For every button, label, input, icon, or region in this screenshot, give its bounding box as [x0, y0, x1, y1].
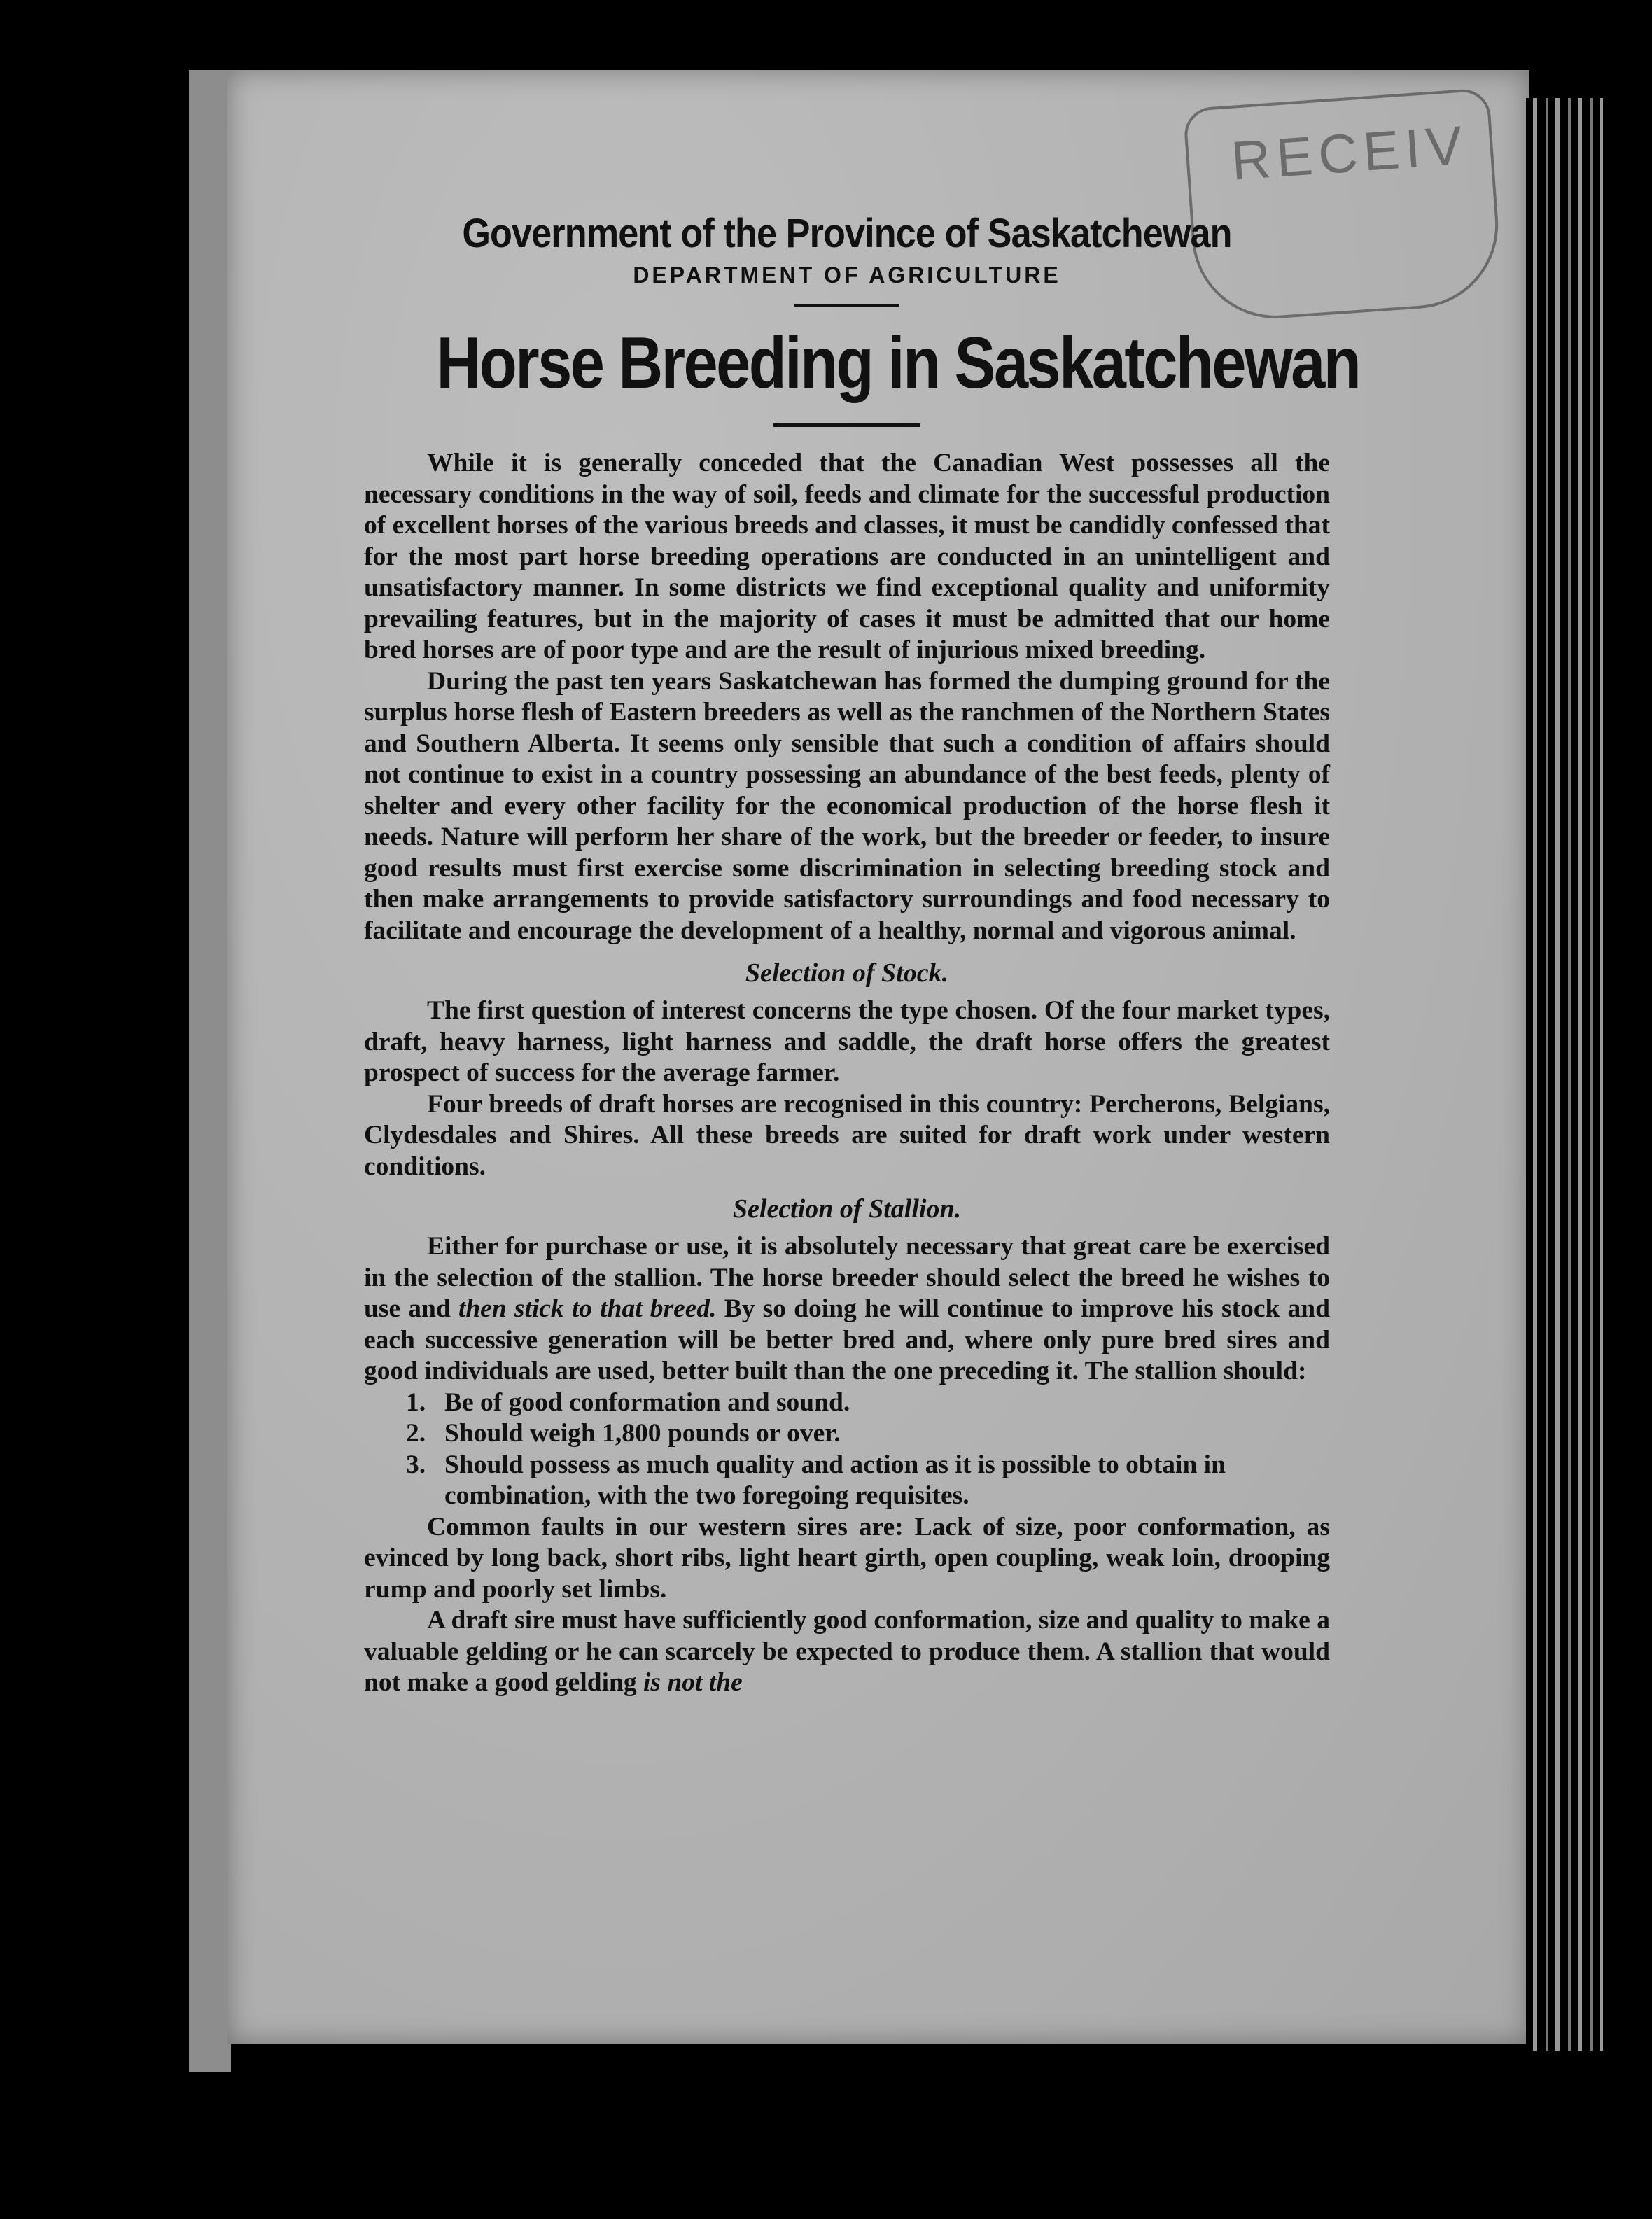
left-page-edge: [189, 70, 231, 2072]
list-item: [406, 1450, 1330, 1512]
stallion-paragraph: [364, 1231, 1330, 1387]
document-title: Horse Breeding in Saskatchewan: [436, 323, 1360, 404]
section-heading-stallion: Selection of Stallion.: [732, 1194, 962, 1224]
section-heading-stock: Selection of Stock.: [745, 958, 949, 988]
draft-sire-text: A draft sire must have sufficiently good conformation, size and quality to make a valuable gelding or he can scarcely be expected to produce them. A stallion that would not make a good gelding: [364, 1606, 1330, 1697]
stallion-text-b: By so doing he will continue to improve his stock and each successive generation will be better bred and, where only pure bred sires and good individuals are used, better built than the one preceding it. The stallion should:: [364, 1294, 1331, 1385]
list-text: Should possess as much quality and action as it is possible to obtain in combination, with the two foregoing requisites.: [444, 1450, 1226, 1510]
faults-paragraph: Common faults in our western sires are: Lack of size, poor conformation, as evinced by long back, short ribs, light heart girth, open coupling, weak loin, drooping rump and poorly set limbs.: [364, 1512, 1330, 1604]
list-number: 3.: [406, 1450, 426, 1479]
list-text: Should weigh 1,800 pounds or over.: [444, 1419, 841, 1448]
stallion-emphasis: then stick to that breed.: [458, 1294, 717, 1323]
stamp-text: RECEIV: [1229, 113, 1470, 192]
list-item: [406, 1418, 1330, 1450]
document-content: [364, 210, 1360, 1699]
list-number: 2.: [406, 1419, 426, 1448]
intro-paragraph: While it is generally conceded that the Canadian West possesses all the necessary conditions in the way of soil, feeds and climate for the successful production of excellent horses of the various breeds and classes, it must be candidly confessed that for the most part horse breeding operations are conducted in an unintelligent and unsatisfactory manner. In some districts we find exceptional quality and uniformity prevailing features, but in the majority of cases it must be admitted that our home bred horses are of poor type and are the result of injurious mixed breeding.: [364, 449, 1330, 664]
government-heading: Government of the Province of Saskatchewan: [462, 211, 1232, 256]
stock-paragraph-1: The first question of interest concerns the type chosen. Of the four market types, draft, heavy harness, light harness and saddle, the draft horse offers the greatest prospect of success for the average farmer.: [364, 996, 1330, 1087]
stallion-text-a: Either for purchase or use, it is absolutely necessary that great care be exercised in the selection of the stallion. The horse breeder should select the breed he wishes to use and: [364, 1232, 1330, 1323]
right-page-edges: [1526, 98, 1603, 2051]
department-heading: DEPARTMENT OF AGRICULTURE: [633, 262, 1061, 288]
draft-sire-emphasis: is not the: [643, 1668, 743, 1697]
list-item: [406, 1387, 1330, 1419]
divider: [774, 424, 920, 427]
draft-sire-paragraph: [364, 1605, 1330, 1699]
dumping-paragraph: During the past ten years Saskatchewan has formed the dumping ground for the surplus horse flesh of Eastern breeders as well as the ranchmen of the Northern States and Southern Alberta. It seems only sensible that such a condition of affairs should not continue to exist in a country possessing an abundance of the best feeds, plenty of shelter and every other facility for the economical production of the horse flesh it needs. Nature will perform her share of the work, but the breeder or feeder, to insure good results must first exercise some discrimination in selecting breeding stock and then make arrangements to provide satisfactory surroundings and food necessary to facilitate and encourage the development of a healthy, normal and vigorous animal.: [364, 666, 1330, 945]
divider: [794, 304, 899, 307]
stock-paragraph-2: Four breeds of draft horses are recognised in this country: Percherons, Belgians, Clydesdales and Shires. All these breeds are suited for draft work under western conditions.: [364, 1089, 1330, 1181]
list-text: Be of good conformation and sound.: [444, 1387, 850, 1417]
stallion-requirements-list: [364, 1387, 1330, 1512]
list-number: 1.: [406, 1387, 426, 1417]
